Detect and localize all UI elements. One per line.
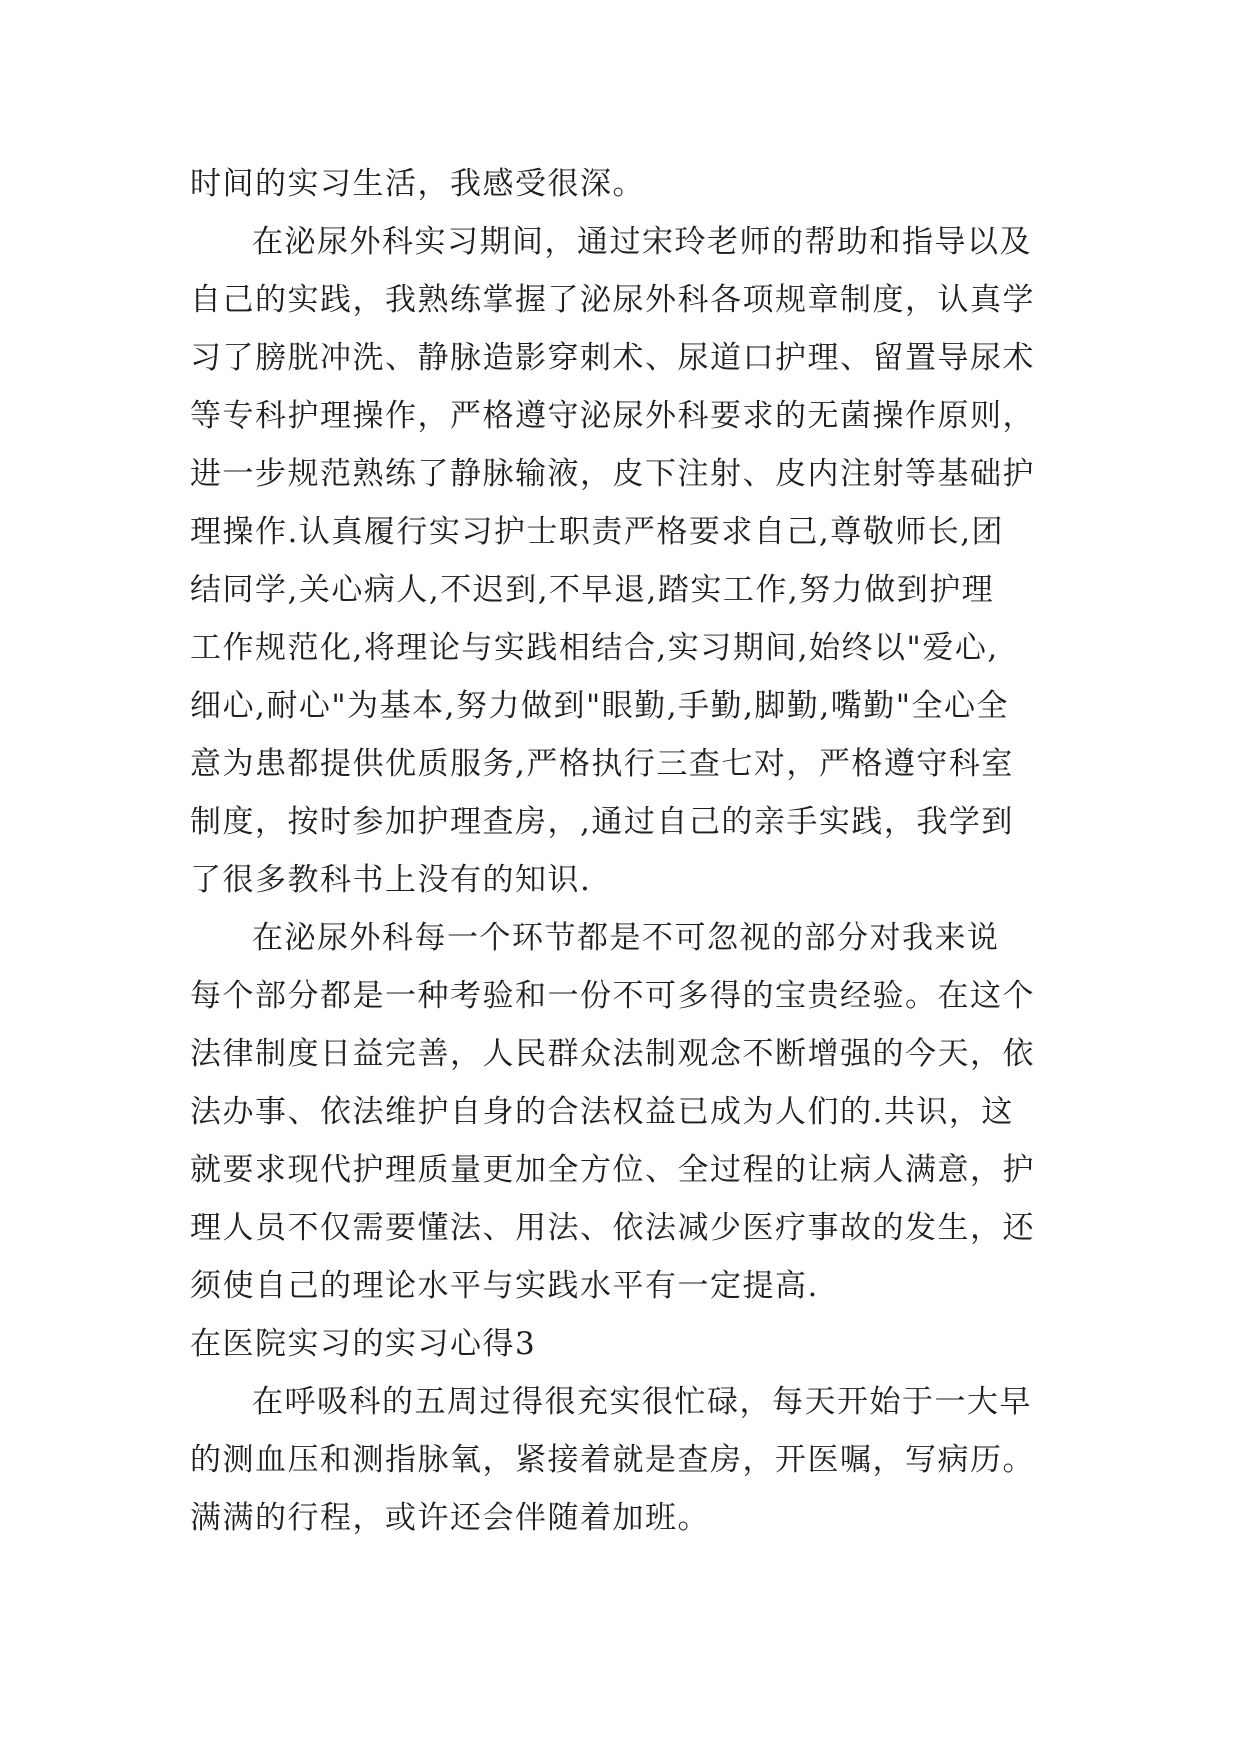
text-line: 细心,耐心"为基本,努力做到"眼勤,手勤,脚勤,嘴勤"全心全 bbox=[190, 688, 1010, 724]
text-line: 习了膀胱冲洗、静脉造影穿刺术、尿道口护理、留置导尿术 bbox=[190, 340, 1035, 376]
paragraph-start-line: 在呼吸科的五周过得很充实很忙碌，每天开始于一大早 bbox=[252, 1384, 1032, 1420]
text-line: 就要求现代护理质量更加全方位、全过程的让病人满意，护 bbox=[190, 1152, 1035, 1188]
text-line: 等专科护理操作，严格遵守泌尿外科要求的无菌操作原则， bbox=[190, 398, 1035, 434]
text-line: 结同学,关心病人,不迟到,不早退,踏实工作,努力做到护理 bbox=[190, 572, 995, 608]
section-heading: 在医院实习的实习心得3 bbox=[190, 1326, 537, 1362]
text-line: 每个部分都是一种考验和一份不可多得的宝贵经验。在这个 bbox=[190, 978, 1035, 1014]
text-line: 制度，按时参加护理查房，,通过自己的亲手实践，我学到 bbox=[190, 804, 1014, 840]
text-line: 须使自己的理论水平与实践水平有一定提高. bbox=[190, 1268, 819, 1304]
text-line: 自己的实践，我熟练掌握了泌尿外科各项规章制度，认真学 bbox=[190, 282, 1035, 318]
text-line: 意为患都提供优质服务,严格执行三查七对，严格遵守科室 bbox=[190, 746, 1014, 782]
text-line: 工作规范化,将理论与实践相结合,实习期间,始终以"爱心, bbox=[190, 630, 999, 666]
text-line: 进一步规范熟练了静脉输液，皮下注射、皮内注射等基础护 bbox=[190, 456, 1035, 492]
text-line: 理操作.认真履行实习护士职责严格要求自己,尊敬师长,团 bbox=[190, 514, 1005, 550]
text-line: 法律制度日益完善，人民群众法制观念不断增强的今天，依 bbox=[190, 1036, 1035, 1072]
paragraph-start-line: 在泌尿外科实习期间，通过宋玲老师的帮助和指导以及 bbox=[252, 224, 1032, 260]
text-line: 了很多教科书上没有的知识. bbox=[190, 862, 592, 898]
text-line: 的测血压和测指脉氧，紧接着就是查房，开医嘱，写病历。 bbox=[190, 1442, 1035, 1478]
text-line: 理人员不仅需要懂法、用法、依法减少医疗事故的发生，还 bbox=[190, 1210, 1035, 1246]
paragraph-start-line: 在泌尿外科每一个环节都是不可忽视的部分对我来说 bbox=[252, 920, 1000, 956]
text-line: 时间的实习生活，我感受很深。 bbox=[190, 166, 645, 202]
text-line: 满满的行程，或许还会伴随着加班。 bbox=[190, 1500, 710, 1536]
document-body bbox=[190, 155, 1090, 1547]
text-line: 法办事、依法维护自身的合法权益已成为人们的.共识，这 bbox=[190, 1094, 1014, 1130]
